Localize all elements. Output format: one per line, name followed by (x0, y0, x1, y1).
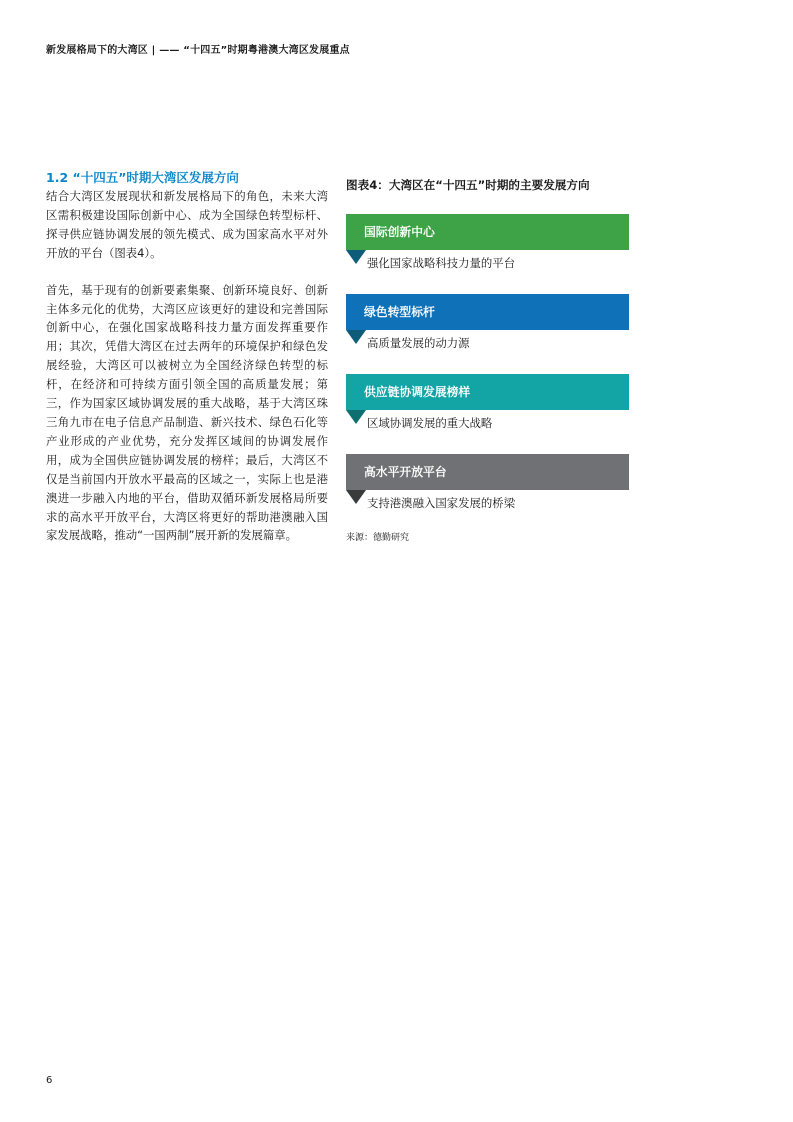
direction-item-opening (346, 454, 629, 534)
page-number: 6 (46, 1075, 53, 1086)
paragraph-intro: 结合大湾区发展现状和新发展格局下的角色，未来大湾区需积极建设国际创新中心、成为全国绿色转型标杆、探寻供应链协调发展的领先模式、成为国家高水平对外开放的平台（图表4）。 (46, 189, 328, 260)
body-column (46, 169, 328, 545)
direction-item-supply-chain (346, 374, 629, 454)
paragraph-detail: 首先，基于现有的创新要素集聚、创新环境良好、创新主体多元化的优势，大湾区应该更好的建设和完善国际创新中心，在强化国家战略科技力量方面发挥重要作用；其次，凭借大湾区在过去两年的环境保护和绿色发展经验，大湾区可以被树立为全国经济绿色转型的标杆，在经济和可持续方面引领全国的高质量发展；第三，作为国家区域协调发展的重大战略，基于大湾区珠三角九市在电子信息产品制造、新兴技术、绿色石化等产业形成的产业优势，充分发挥区域间的协调发展作用，成为全国供应链协调发展的榜样；最后，大湾区不仅是当前国内开放水平最高的区域之一，实际上也是港澳进一步融入内地的平台，借助双循环新发展格局所要求的高水平开放平台，大湾区将更好的帮助港澳融入国家发展战略，推动“一国两制”展开新的发展篇章。 (46, 282, 328, 543)
figure-4 (346, 176, 629, 543)
figure-title: 图表4：大湾区在“十四五”时期的主要发展方向 (346, 178, 590, 192)
direction-heading: 国际创新中心 (346, 214, 629, 250)
direction-item-innovation (346, 214, 629, 294)
notch-marker (346, 490, 366, 504)
notch-marker (346, 330, 366, 344)
section-title: 1.2 “十四五”时期大湾区发展方向 (46, 170, 239, 185)
running-header: 新发展格局下的大湾区 | —— “十四五”时期粤港澳大湾区发展重点 (46, 45, 350, 56)
direction-heading: 供应链协调发展榜样 (346, 374, 629, 410)
direction-description: 支持港澳融入国家发展的桥梁 (367, 496, 516, 510)
figure-source: 来源：德勤研究 (346, 533, 410, 543)
direction-description: 高质量发展的动力源 (367, 336, 470, 350)
direction-heading: 高水平开放平台 (346, 454, 629, 490)
direction-item-green (346, 294, 629, 374)
direction-description: 区域协调发展的重大战略 (367, 416, 493, 430)
notch-marker (346, 410, 366, 424)
direction-description: 强化国家战略科技力量的平台 (367, 256, 516, 270)
notch-marker (346, 250, 366, 264)
direction-heading: 绿色转型标杆 (346, 294, 629, 330)
